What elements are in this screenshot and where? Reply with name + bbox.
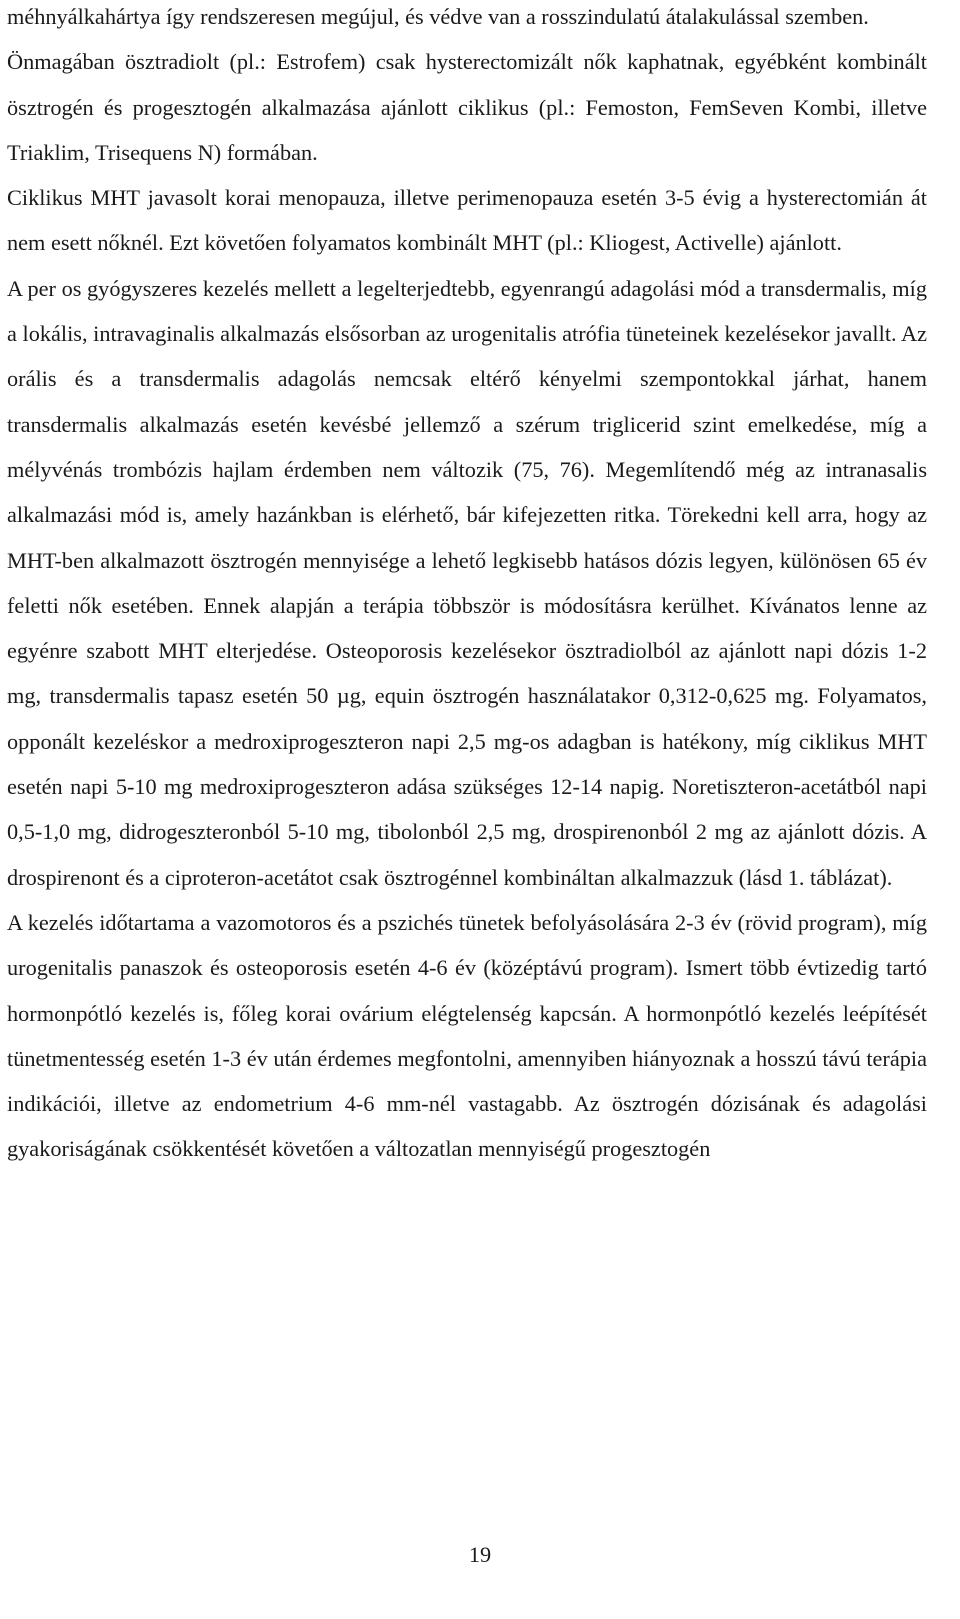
paragraph-5: A kezelés időtartama a vazomotoros és a pszichés tünetek befolyásolására 2-3 év (rövid program), míg urogenitalis panaszok és osteoporosis esetén 4-6 év (középtávú program). Ismert több évtizedig tartó hormonpótló kezelés is, főleg korai ovárium elégtelenség kapcsán. A hormonpótló kezelés leépítését tünetmentesség esetén 1-3 év után érdemes megfontolni, amennyiben hiányoznak a hosszú távú terápia indikációi, illetve az endometrium 4-6 mm-nél vastagabb. Az ösztrogén dózisának és adagolási gyakoriságának csökkentését követően a változatlan mennyiségű progesztogén [7, 909, 927, 1162]
page-number: 19 [468, 1542, 492, 1567]
paragraph-2: Önmagában ösztradiolt (pl.: Estrofem) csak hysterectomizált nők kaphatnak, egyébként kombinált ösztrogén és progesztogén alkalmazása ajánlott ciklikus (pl.: Femoston, FemSeven Kombi, illetve Triaklim, Trisequens N) formában. [7, 49, 927, 165]
body-text [7, 0, 927, 1172]
paragraph-4: A per os gyógyszeres kezelés mellett a legelterjedtebb, egyenrangú adagolási mód a transdermalis, míg a lokális, intravaginalis alkalmazás elsősorban az urogenitalis atrófia tüneteinek kezelésekor javallt. Az orális és a transdermalis adagolás nemcsak eltérő kényelmi szempontokkal járhat, hanem transdermalis alkalmazás esetén kevésbé jellemző a szérum triglicerid szint emelkedése, míg a mélyvénás trombózis hajlam érdemben nem változik (75, 76). Megemlítendő még az intranasalis alkalmazási mód is, amely hazánkban is elérhető, bár kifejezetten ritka. Törekedni kell arra, hogy az MHT-ben alkalmazott ösztrogén mennyisége a lehető legkisebb hatásos dózis legyen, különösen 65 év feletti nők esetében. Ennek alapján a terápia többször is módosításra kerülhet. Kívánatos lenne az egyénre szabott MHT elterjedése. Osteoporosis kezelésekor ösztradiolból az ajánlott napi dózis 1-2 mg, transdermalis tapasz esetén 50 µg, equin ösztrogén használatakor 0,312-0,625 mg. Folyamatos, opponált kezeléskor a medroxiprogeszteron napi 2,5 mg-os adagban is hatékony, míg ciklikus MHT esetén napi 5-10 mg medroxiprogeszteron adása szükséges 12-14 napig. Noretiszteron-acetátból napi 0,5-1,0 mg, didrogeszteronból 5-10 mg, tibolonból 2,5 mg, drospirenonból 2 mg az ajánlott dózis. A drospirenont és a ciproteron-acetátot csak ösztrogénnel kombináltan alkalmazzuk (lásd 1. táblázat). [7, 275, 927, 890]
paragraph-1: méhnyálkahártya így rendszeresen megújul, és védve van a rosszindulatú átalakulással szemben. [7, 4, 869, 29]
paragraph-3: Ciklikus MHT javasolt korai menopauza, illetve perimenopauza esetén 3-5 évig a hysterectomián át nem esett nőknél. Ezt követően folyamatos kombinált MHT (pl.: Kliogest, Activelle) ajánlott. [7, 185, 927, 256]
